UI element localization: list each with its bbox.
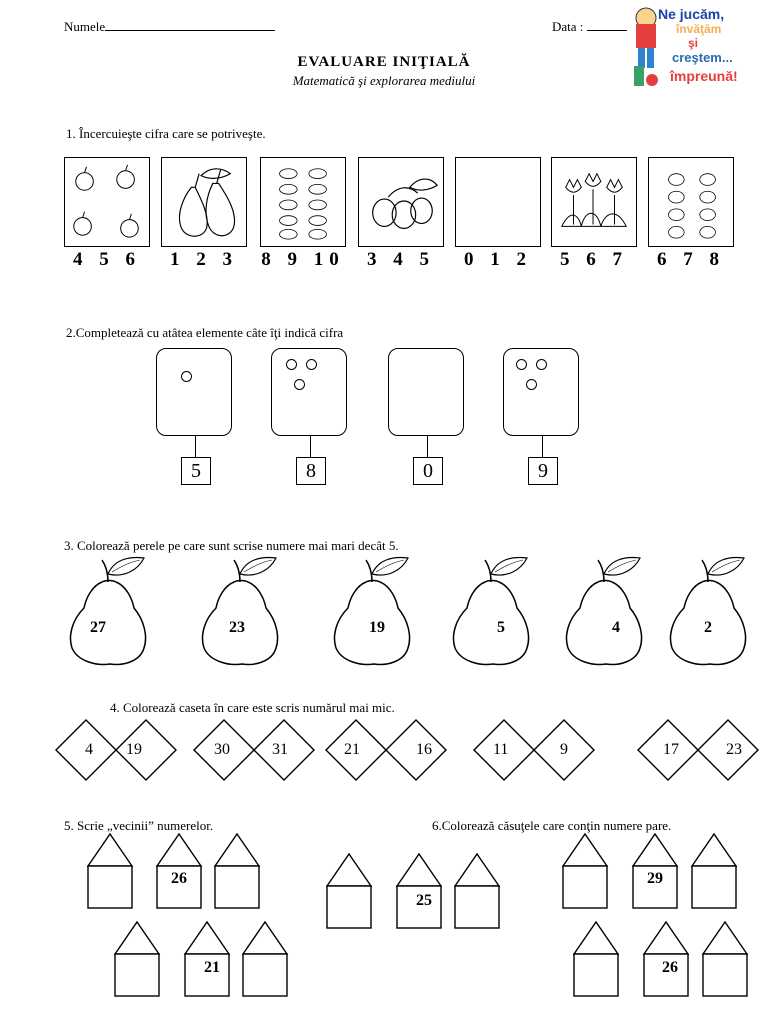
ex2-stem-2	[310, 436, 311, 458]
date-line	[587, 18, 627, 31]
ex1-picture-box-5	[455, 157, 541, 247]
pears-row	[0, 552, 768, 670]
diamond-right[interactable]	[116, 720, 176, 780]
ex1-digits-7[interactable]: 6 7 8	[657, 249, 725, 270]
apples-4-icon	[65, 158, 149, 246]
pair-5-right: 23	[726, 741, 742, 758]
ex2-number-2: 8	[296, 457, 326, 485]
pear-number-2: 23	[229, 619, 245, 636]
ex1-picture-box-6	[551, 157, 637, 247]
pear-2[interactable]	[203, 558, 278, 665]
ex5-house-number-1: 26	[171, 870, 187, 887]
circle-icon	[526, 379, 537, 390]
date-field[interactable]	[552, 18, 627, 35]
ex2-stem-1	[195, 436, 196, 458]
ex1-picture-box-4	[358, 157, 444, 247]
pear-5[interactable]	[567, 558, 642, 665]
ex6-house-number-1: 29	[647, 870, 663, 887]
ex5-instruction: 5. Scrie „vecinii” numerelor.	[64, 818, 214, 833]
pear-6[interactable]	[671, 558, 746, 665]
houses	[0, 832, 768, 1022]
name-label: Numele	[64, 19, 106, 34]
ex1-picture-box-2	[161, 157, 247, 247]
house[interactable]	[327, 854, 371, 928]
tulips-icon	[552, 158, 636, 246]
ex2-frame-3[interactable]	[388, 348, 464, 436]
pear-3[interactable]	[335, 558, 410, 665]
circle-icon	[516, 359, 527, 370]
logo-line-1: Ne jucăm,	[658, 6, 725, 22]
logo-line-4: creştem...	[672, 50, 733, 65]
ex2-stem-4	[542, 436, 543, 458]
house[interactable]	[397, 854, 441, 928]
circle-icon	[536, 359, 547, 370]
name-line	[105, 18, 275, 31]
ex2-stem-3	[427, 436, 428, 458]
pair-1-left: 4	[85, 741, 93, 758]
ex1-picture-box-7	[648, 157, 734, 247]
empty-box-icon	[456, 158, 540, 246]
pear-number-4: 5	[497, 619, 505, 636]
pear-4[interactable]	[454, 558, 529, 665]
pair-3-left: 21	[344, 741, 360, 758]
leaves-10-icon	[261, 158, 345, 246]
house[interactable]	[115, 922, 159, 996]
pear-number-3: 19	[369, 619, 385, 636]
pear-number-6: 2	[704, 619, 712, 636]
ex1-picture-box-1	[64, 157, 150, 247]
circle-icon	[181, 371, 192, 382]
pears-2-icon	[162, 158, 246, 246]
house[interactable]	[243, 922, 287, 996]
house[interactable]	[703, 922, 747, 996]
pair-4-left: 11	[493, 741, 509, 758]
ex6-house-number-middle: 25	[416, 892, 432, 909]
ex6-house-number-2: 26	[662, 959, 678, 976]
logo-line-3: şi	[688, 36, 699, 50]
house[interactable]	[692, 834, 736, 908]
pair-4-right: 9	[560, 741, 568, 758]
ex1-digits-1[interactable]: 4 5 6	[73, 249, 141, 270]
flowers-8-icon	[649, 158, 733, 246]
house[interactable]	[455, 854, 499, 928]
pear-number-1: 27	[90, 619, 106, 636]
ex2-frame-2[interactable]	[271, 348, 347, 436]
ex1-digits-4[interactable]: 3 4 5	[367, 249, 435, 270]
page-title: EVALUARE INIŢIALĂ	[297, 54, 471, 70]
pair-2-left: 30	[214, 741, 230, 758]
ex4-instruction: 4. Colorează caseta în care este scris numărul mai mic.	[110, 700, 395, 715]
pair-1-right: 19	[126, 741, 142, 758]
ex2-frame-4[interactable]	[503, 348, 579, 436]
ex2-frame-1[interactable]	[156, 348, 232, 436]
house[interactable]	[574, 922, 618, 996]
diamond-pairs	[0, 718, 768, 784]
ex1-digits-5[interactable]: 0 1 2	[464, 249, 532, 270]
ex2-number-3: 0	[413, 457, 443, 485]
ex5-house-number-2: 21	[204, 959, 220, 976]
ex2-instruction: 2.Completează cu atâtea elemente câte îţi indică cifra	[66, 325, 344, 340]
plums-3-icon	[359, 158, 443, 246]
pair-5-left: 17	[663, 741, 679, 758]
ex6-instruction: 6.Colorează căsuţele care conţin numere pare.	[432, 818, 672, 833]
name-field[interactable]	[64, 18, 275, 35]
ex1-digits-2[interactable]: 1 2 3	[170, 249, 238, 270]
ex1-instruction: 1. Încercuieşte cifra care se potriveşte.	[66, 126, 266, 141]
logo-line-5: împreună!	[670, 68, 738, 84]
date-label: Data :	[552, 19, 584, 34]
pear-number-5: 4	[612, 619, 620, 636]
house[interactable]	[88, 834, 132, 908]
pear-1[interactable]	[71, 558, 146, 665]
pair-2-right: 31	[272, 741, 288, 758]
pair-3-right: 16	[416, 741, 432, 758]
ex1-digits-6[interactable]: 5 6 7	[560, 249, 628, 270]
circle-icon	[286, 359, 297, 370]
ex1-digits-3[interactable]: 8 9 10	[261, 249, 345, 270]
page-subtitle: Matematică şi explorarea mediului	[292, 73, 476, 88]
ex3-instruction: 3. Colorează perele pe care sunt scrise numere mai mari decât 5.	[64, 538, 399, 553]
ex2-number-4: 9	[528, 457, 558, 485]
circle-icon	[306, 359, 317, 370]
ex2-number-1: 5	[181, 457, 211, 485]
logo-line-2: învăţăm	[676, 22, 722, 36]
house[interactable]	[563, 834, 607, 908]
circle-icon	[294, 379, 305, 390]
house[interactable]	[215, 834, 259, 908]
ex1-picture-box-3	[260, 157, 346, 247]
